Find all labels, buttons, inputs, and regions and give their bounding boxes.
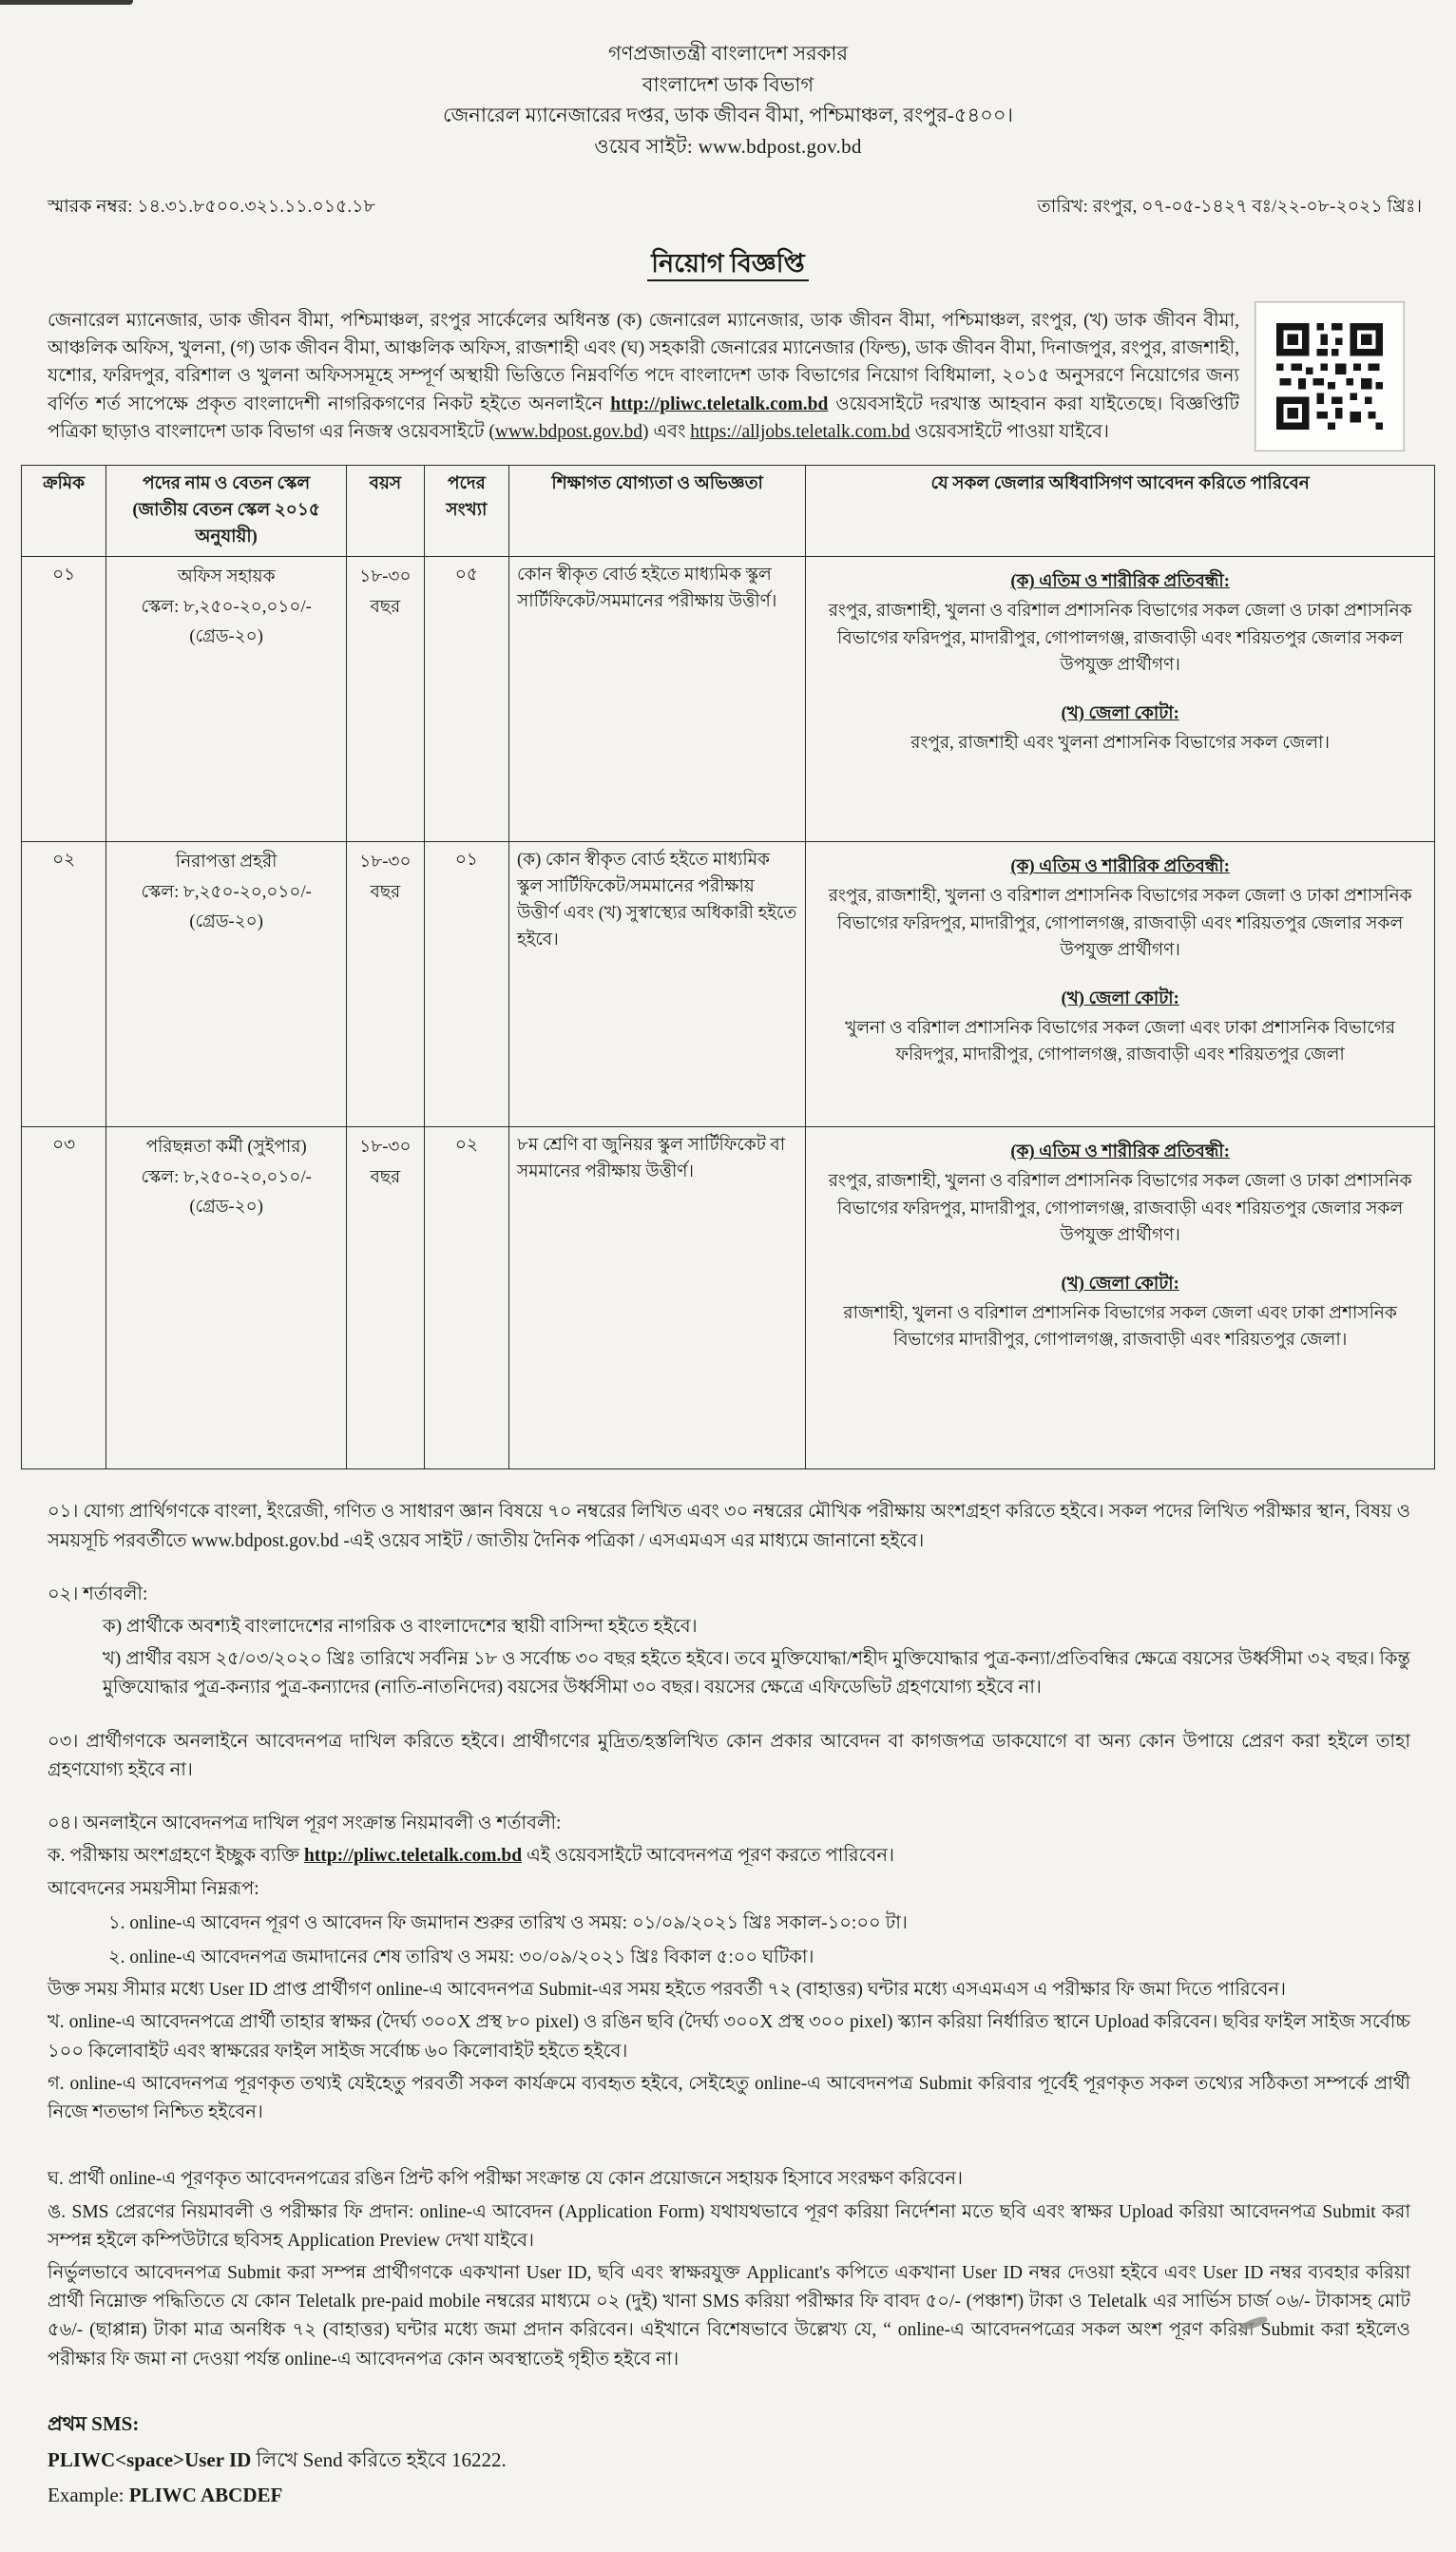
deadline-note: উক্ত সময় সীমার মধ্যে User ID প্রাপ্ত প্রার্থীগণ online-এ আবেদনপত্র Submit-এর সময় হইতে পরবর্তী ৭২ (বাহাত্তর) ঘন্টার মধ্যে এসএমএস এ পরীক্ষার ফি জমা দিতে পারিবেন। bbox=[48, 1980, 1286, 2001]
alljobs-link[interactable]: https://alljobs.teletalk.com.bd bbox=[690, 421, 910, 442]
col-header-age: বয়স bbox=[347, 466, 425, 557]
row2-districts bbox=[806, 842, 1435, 1127]
note-4-item-gha: ঘ. প্রার্থী online-এ পূরণকৃত আবেদনপত্রের রঙিন প্রিন্ট কপি পরীক্ষা সংক্রান্ত যে কোন প্রয়োজনে সহায়ক হিসাবে সংরক্ষণ করিবেন। bbox=[48, 2169, 963, 2190]
note-3: ০৩। প্রার্থীগণকে অনলাইনে আবেদনপত্র দাখিল করিতে হইবে। প্রার্থীগণের মুদ্রিত/হস্তলিখিত কোন প্রকার আবেদন বা কাগজপত্র ডাকযোগে বা অন্য কোন উপায়ে প্রেরণ করা হইলে তাহা গ্রহণযোগ্য হইবে না। bbox=[48, 1731, 1410, 1780]
note-2-item-a: ক) প্রার্থীকে অবশ্যই বাংলাদেশের নাগরিক ও বাংলাদেশের স্থায়ী বাসিন্দা হইতে হইবে। bbox=[103, 1617, 698, 1638]
col-header-qualification: শিক্ষাগত যোগ্যতা ও অভিজ্ঞতা bbox=[509, 466, 806, 557]
intro-text-1: জেনারেল ম্যানেজার, ডাক জীবন বীমা, পশ্চিমাঞ্চল, রংপুর সার্কেলের অধিনস্ত (ক) জেনারেল ম্যানেজার, ডাক জীবন বীমা, পশ্চিমাঞ্চল, রংপুর, (খ) ডাক জীবন বীমা, আঞ্চলিক অফিস, খুলনা, (গ) ডাক জীবন বীমা, আঞ্চলিক অফিস, রাজশাহী এবং (ঘ) সহকারী জেনারের ম্যানেজার (ফিল্ড), ডাক জীবন বীমা, দিনাজপুর, রংপুর, রাজশাহী, যশোর, ফরিদপুর, বরিশাল ও খুলনা অফিসসমূহে সম্পূর্ণ অস্থায়ী ভিত্তিতে নিম্নবর্ণিত পদে বাংলাদেশ ডাক বিভাগের নিয়োগ বিধিমালা, ২০১৫ অনুসরণে নিয়োগের জন্য বর্ণিত শর্ত সাপেক্ষে প্রকৃত বাংলাদেশী নাগরিকগণের নিকট হইতে অনলাইনে bbox=[48, 310, 1239, 414]
posts-table bbox=[21, 465, 1435, 1469]
intro-text-2: ওয়েবসাইটে দরখাস্ত আহবান করা যাইতেছে। বিজ্ঞপ্তিটি পত্রিকা ছাড়াও বাংলাদেশ ডাক বিভাগ এর নিজস্ব ওয়েবসাইটে ( bbox=[48, 393, 1239, 442]
deadline-intro: আবেদনের সময়সীমা নিম্নরূপ: bbox=[48, 1878, 259, 1899]
table-row bbox=[22, 842, 1435, 1127]
row1-orphan-quota-title: (ক) এতিম ও শারীরিক প্রতিবন্ধী: bbox=[1010, 572, 1230, 592]
row3-districts bbox=[806, 1127, 1435, 1469]
sms-example: Example: PLIWC ABCDEF bbox=[48, 2484, 283, 2507]
pliwc-link-2[interactable]: http://pliwc.teletalk.com.bd bbox=[303, 1846, 523, 1867]
row1-serial: ০১ bbox=[22, 557, 106, 842]
row3-serial: ০৩ bbox=[22, 1127, 106, 1469]
row3-age: ১৮-৩০ বছর bbox=[347, 1127, 425, 1469]
note-4-item-uma-2: নির্ভুলভাবে আবেদনপত্র Submit করা সম্পন্ন প্রার্থীগণকে একখানা User ID, ছবি এবং স্বাক্ষরযুক্ত Applicant's কপিতে একখানা User ID নম্বর দেওয়া হইবে এবং User ID নম্বর ব্যবহার করিয়া প্রার্থী নিম্নোক্ত পদ্ধিতিতে যে কোন Teletalk pre-paid mobile নম্বরের মাধ্যমে ০২ (দুই) খানা SMS করিয়া পরীক্ষার ফি বাবদ ৫০/- (পঞ্চাশ) টাকা ও Teletalk এর সার্ভিস চার্জ ০৬/- টাকাসহ মোট ৫৬/- (ছাপ্পান্ন) টাকা মাত্র অনধিক ৭২ (বাহাত্তর) ঘন্টার মধ্যে জমা প্রদান করিবেন। এইখানে বিশেষভাবে উল্লেখ্য যে, “ online-এ আবেদনপত্রের সকল অংশ পূরণ করিয়া Submit করা হইলেও পরীক্ষার ফি জমা না দেওয়া পর্যন্ত online-এ আবেদনপত্র কোন অবস্থাতেই গৃহীত হইবে না। bbox=[48, 2259, 1410, 2374]
notice-title: নিয়োগ বিজ্ঞপ্তি bbox=[21, 245, 1435, 282]
department-title: বাংলাদেশ ডাক বিভাগ bbox=[642, 72, 814, 96]
memo-date-row bbox=[21, 194, 1435, 221]
office-address: জেনারেল ম্যানেজারের দপ্তর, ডাক জীবন বীমা, পশ্চিমাঞ্চল, রংপুর-৫৪০০। bbox=[443, 104, 1013, 127]
row3-orphan-quota-title: (ক) এতিম ও শারীরিক প্রতিবন্ধী: bbox=[1010, 1142, 1230, 1162]
first-sms-label: প্রথম SMS: bbox=[48, 2411, 140, 2435]
note-2-item-b: খ) প্রার্থীর বয়স ২৫/০৩/২০২০ খ্রিঃ তারিখে সর্বনিম্ন ১৮ ও সর্বোচ্চ ৩০ বছর হইতে হইবে। তবে মুক্তিযোদ্ধা/শহীদ মুক্তিযোদ্ধার পুত্র-কন্যা/প্রতিবন্ধির ক্ষেত্রে বয়সের উর্ধ্বসীমা ৩২ বছর। কিন্তু মুক্তিযোদ্ধার পুত্র-কন্যার পুত্র-কন্যাদের (নাতি-নাতনিদের) বয়সের উর্ধ্বসীমা ৩০ বছর। বয়সের ক্ষেত্রে এফিডেভিট গ্রহণযোগ্য হইবে না। bbox=[103, 1649, 1410, 1698]
qr-code-image bbox=[1269, 316, 1390, 437]
date-line: তারিখ: রংপুর, ০৭-০৫-১৪২৭ বঃ/২২-০৮-২০২১ খ্রিঃ। bbox=[1037, 197, 1422, 218]
row1-orphan-quota-text: রংপুর, রাজশাহী, খুলনা ও বরিশাল প্রশাসনিক বিভাগের সকল জেলা ও ঢাকা প্রশাসনিক বিভাগের ফরিদপুর, মাদারীপুর, গোপালগঞ্জ, রাজবাড়ী এবং শরিয়তপুর জেলার সকল উপযুক্ত প্রার্থীগণ। bbox=[828, 602, 1412, 676]
row2-orphan-quota-text: রংপুর, রাজশাহী, খুলনা ও বরিশাল প্রশাসনিক বিভাগের সকল জেলা ও ঢাকা প্রশাসনিক বিভাগের ফরিদপুর, মাদারীপুর, গোপালগঞ্জ, রাজবাড়ী এবং শরিয়তপুর জেলার সকল উপযুক্ত প্রার্থীগণ। bbox=[828, 887, 1412, 961]
table-row bbox=[22, 1127, 1435, 1469]
scan-artifact bbox=[0, 0, 133, 5]
row3-count: ০২ bbox=[424, 1127, 508, 1469]
intro-paragraph bbox=[48, 307, 1410, 446]
note-4-title: ০৪। অনলাইনে আবেদনপত্র দাখিল পূরণ সংক্রান্ত নিয়মাবলী ও শর্তাবলী: bbox=[48, 1813, 562, 1834]
row3-orphan-quota-text: রংপুর, রাজশাহী, খুলনা ও বরিশাল প্রশাসনিক বিভাগের সকল জেলা ও ঢাকা প্রশাসনিক বিভাগের ফরিদপুর, মাদারীপুর, গোপালগঞ্জ, রাজবাড়ী এবং শরিয়তপুর জেলার সকল উপযুক্ত প্রার্থীগণ। bbox=[828, 1172, 1412, 1246]
sms-instructions bbox=[48, 2407, 1410, 2514]
row2-serial: ০২ bbox=[22, 842, 106, 1127]
website-line: ওয়েব সাইট: www.bdpost.gov.bd bbox=[594, 134, 862, 158]
row1-post: অফিস সহায়ক স্কেল: ৮,২৫০-২০,০১০/- (গ্রেড-২০) bbox=[106, 557, 347, 842]
memo-number: স্মারক নম্বর: ১৪.৩১.৮৫০০.৩২১.১১.০১৫.১৮ bbox=[48, 197, 375, 218]
table-header-row bbox=[22, 466, 1435, 557]
col-header-count: পদের সংখ্যা bbox=[424, 466, 508, 557]
col-header-districts: যে সকল জেলার অধিবাসিগণ আবেদন করিতে পারিবেন bbox=[806, 466, 1435, 557]
intro-section bbox=[48, 307, 1410, 446]
row1-districts bbox=[806, 557, 1435, 842]
row3-post: পরিছন্নতা কর্মী (সুইপার) স্কেল: ৮,২৫০-২০,০১০/- (গ্রেড-২০) bbox=[106, 1127, 347, 1469]
row1-age: ১৮-৩০ বছর bbox=[347, 557, 425, 842]
deadline-end: ২. online-এ আবেদনপত্র জমাদানের শেষ তারিখ ও সময়: ৩০/০৯/২০২১ খ্রিঃ বিকাল ৫:০০ ঘটিকা। bbox=[108, 1948, 814, 1967]
intro-text-4: ওয়েবসাইটে পাওয়া যাইবে। bbox=[910, 421, 1109, 442]
row3-district-quota-title: (খ) জেলা কোটা: bbox=[1061, 1275, 1179, 1295]
row2-district-quota-text: খুলনা ও বরিশাল প্রশাসনিক বিভাগের সকল জেলা এবং ঢাকা প্রশাসনিক বিভাগের ফরিদপুর, মাদারীপুর, গোপালগঞ্জ, রাজবাড়ী এবং শরিয়তপুর জেলা bbox=[845, 1018, 1396, 1065]
note-2-title: ০২। শর্তাবলী: bbox=[48, 1583, 148, 1604]
col-header-post: পদের নাম ও বেতন স্কেল (জাতীয় বেতন স্কেল ২০১৫ অনুযায়ী) bbox=[106, 466, 347, 557]
row2-orphan-quota-title: (ক) এতিম ও শারীরিক প্রতিবন্ধী: bbox=[1010, 857, 1230, 877]
note-4-item-kha: খ. online-এ আবেদনপত্রে প্রার্থী তাহার স্বাক্ষর (দৈর্ঘ্য ৩০০X প্রস্থ ৮০ pixel) ও রঙিন ছবি (দৈর্ঘ্য ৩০০X প্রস্থ ৩০০ pixel) স্ক্যান করিয়া নির্ধারিত স্থানে Upload করিবেন। ছবির ফাইল সাইজ সর্বোচ্চ ১০০ কিলোবাইট এবং স্বাক্ষরের ফাইল সাইজ সর্বোচ্চ ৬০ কিলোবাইট হইতে হইবে। bbox=[48, 2012, 1410, 2062]
row2-age: ১৮-৩০ বছর bbox=[347, 842, 425, 1127]
bdpost-link[interactable]: www.bdpost.gov.bd bbox=[494, 421, 642, 442]
col-header-serial: ক্রমিক bbox=[22, 466, 106, 557]
row2-post: নিরাপত্তা প্রহরী স্কেল: ৮,২৫০-২০,০১০/- (গ্রেড-২০) bbox=[106, 842, 347, 1127]
row1-district-quota-title: (খ) জেলা কোটা: bbox=[1061, 704, 1179, 724]
row1-count: ০৫ bbox=[424, 557, 508, 842]
letterhead bbox=[21, 38, 1435, 162]
first-sms-format: PLIWC<space>User ID লিখে Send করিতে হইবে 16222. bbox=[48, 2447, 507, 2471]
row2-district-quota-title: (খ) জেলা কোটা: bbox=[1061, 989, 1179, 1009]
intro-text-3: ) এবং bbox=[642, 421, 691, 442]
note-4-item-ga: গ. online-এ আবেদনপত্র পূরণকৃত তথ্যই যেইহেতু পরবর্তী সকল কার্যক্রমে ব্যবহৃত হইবে, সেইহেতু online-এ আবেদনপত্র Submit করিবার পূর্বেই পূরণকৃত সকল তথ্যের সঠিকতা সম্পর্কে প্রার্থী নিজে শতভাগ নিশ্চিত হইবেন। bbox=[48, 2073, 1410, 2123]
row1-qualification: কোন স্বীকৃত বোর্ড হইতে মাধ্যমিক স্কুল সার্টিফিকেট/সমমানের পরীক্ষায় উত্তীর্ণ। bbox=[509, 557, 806, 842]
note-1: ০১। যোগ্য প্রার্থিগণকে বাংলা, ইংরেজী, গণিত ও সাধারণ জ্ঞান বিষয়ে ৭০ নম্বরের লিখিত এবং ৩০ নম্বরের মৌখিক পরীক্ষায় অংশগ্রহণ করিতে হইবে। সকল পদের লিখিত পরীক্ষার স্থান, বিষয় ও সময়সূচি পরবর্তীতে www.bdpost.gov.bd -এই ওয়েব সাইট / জাতীয় দৈনিক পত্রিকা / এসএমএস এর মাধ্যমে জানানো হইবে। bbox=[48, 1502, 1410, 1551]
row3-district-quota-text: রাজশাহী, খুলনা ও বরিশাল প্রশাসনিক বিভাগের সকল জেলা এবং ঢাকা প্রশাসনিক বিভাগের মাদারীপুর, গোপালগঞ্জ, রাজবাড়ী এবং শরিয়তপুর জেলা। bbox=[843, 1303, 1397, 1351]
deadline-start: ১. online-এ আবেদন পূরণ ও আবেদন ফি জমাদান শুরুর তারিখ ও সময়: ০১/০৯/২০২১ খ্রিঃ সকাল-১০:০০ টা। bbox=[108, 1912, 908, 1933]
row1-district-quota-text: রংপুর, রাজশাহী এবং খুলনা প্রশাসনিক বিভাগের সকল জেলা। bbox=[910, 733, 1331, 753]
pliwc-link[interactable]: http://pliwc.teletalk.com.bd bbox=[610, 393, 829, 414]
row3-qualification: ৮ম শ্রেণি বা জুনিয়র স্কুল সার্টিফিকেট বা সমমানের পরীক্ষায় উত্তীর্ণ। bbox=[509, 1127, 806, 1469]
table-row bbox=[22, 557, 1435, 842]
note-4-item-uma-1: ঙ. SMS প্রেরণের নিয়মাবলী ও পরীক্ষার ফি প্রদান: online-এ আবেদন (Application Form) যথাযথভাবে পূরণ করিয়া নির্দেশনা মতে ছবি এবং স্বাক্ষর Upload করিয়া আবেদনপত্র Submit করা সম্পন্ন হইলে কম্পিউটারে ছবিসহ Application Preview দেখা যাইবে। bbox=[48, 2201, 1410, 2251]
row2-qualification: (ক) কোন স্বীকৃত বোর্ড হইতে মাধ্যমিক স্কুল সার্টিফিকেট/সমমানের পরীক্ষায় উত্তীর্ণ এবং (খ) সুস্বাস্থ্যের অধিকারী হইতে হইবে। bbox=[509, 842, 806, 1127]
notes-section bbox=[48, 1498, 1410, 2373]
qr-code bbox=[1255, 301, 1405, 451]
govt-title: গণপ্রজাতন্ত্রী বাংলাদেশ সরকার bbox=[607, 42, 849, 65]
row2-count: ০১ bbox=[424, 842, 508, 1127]
note-4-item-ka: ক. পরীক্ষায় অংশগ্রহণে ইচ্ছুক ব্যক্তি http://pliwc.teletalk.com.bd এই ওয়েবসাইটে আবেদনপত্র পূরণ করতে পারিবেন। bbox=[48, 1846, 894, 1867]
